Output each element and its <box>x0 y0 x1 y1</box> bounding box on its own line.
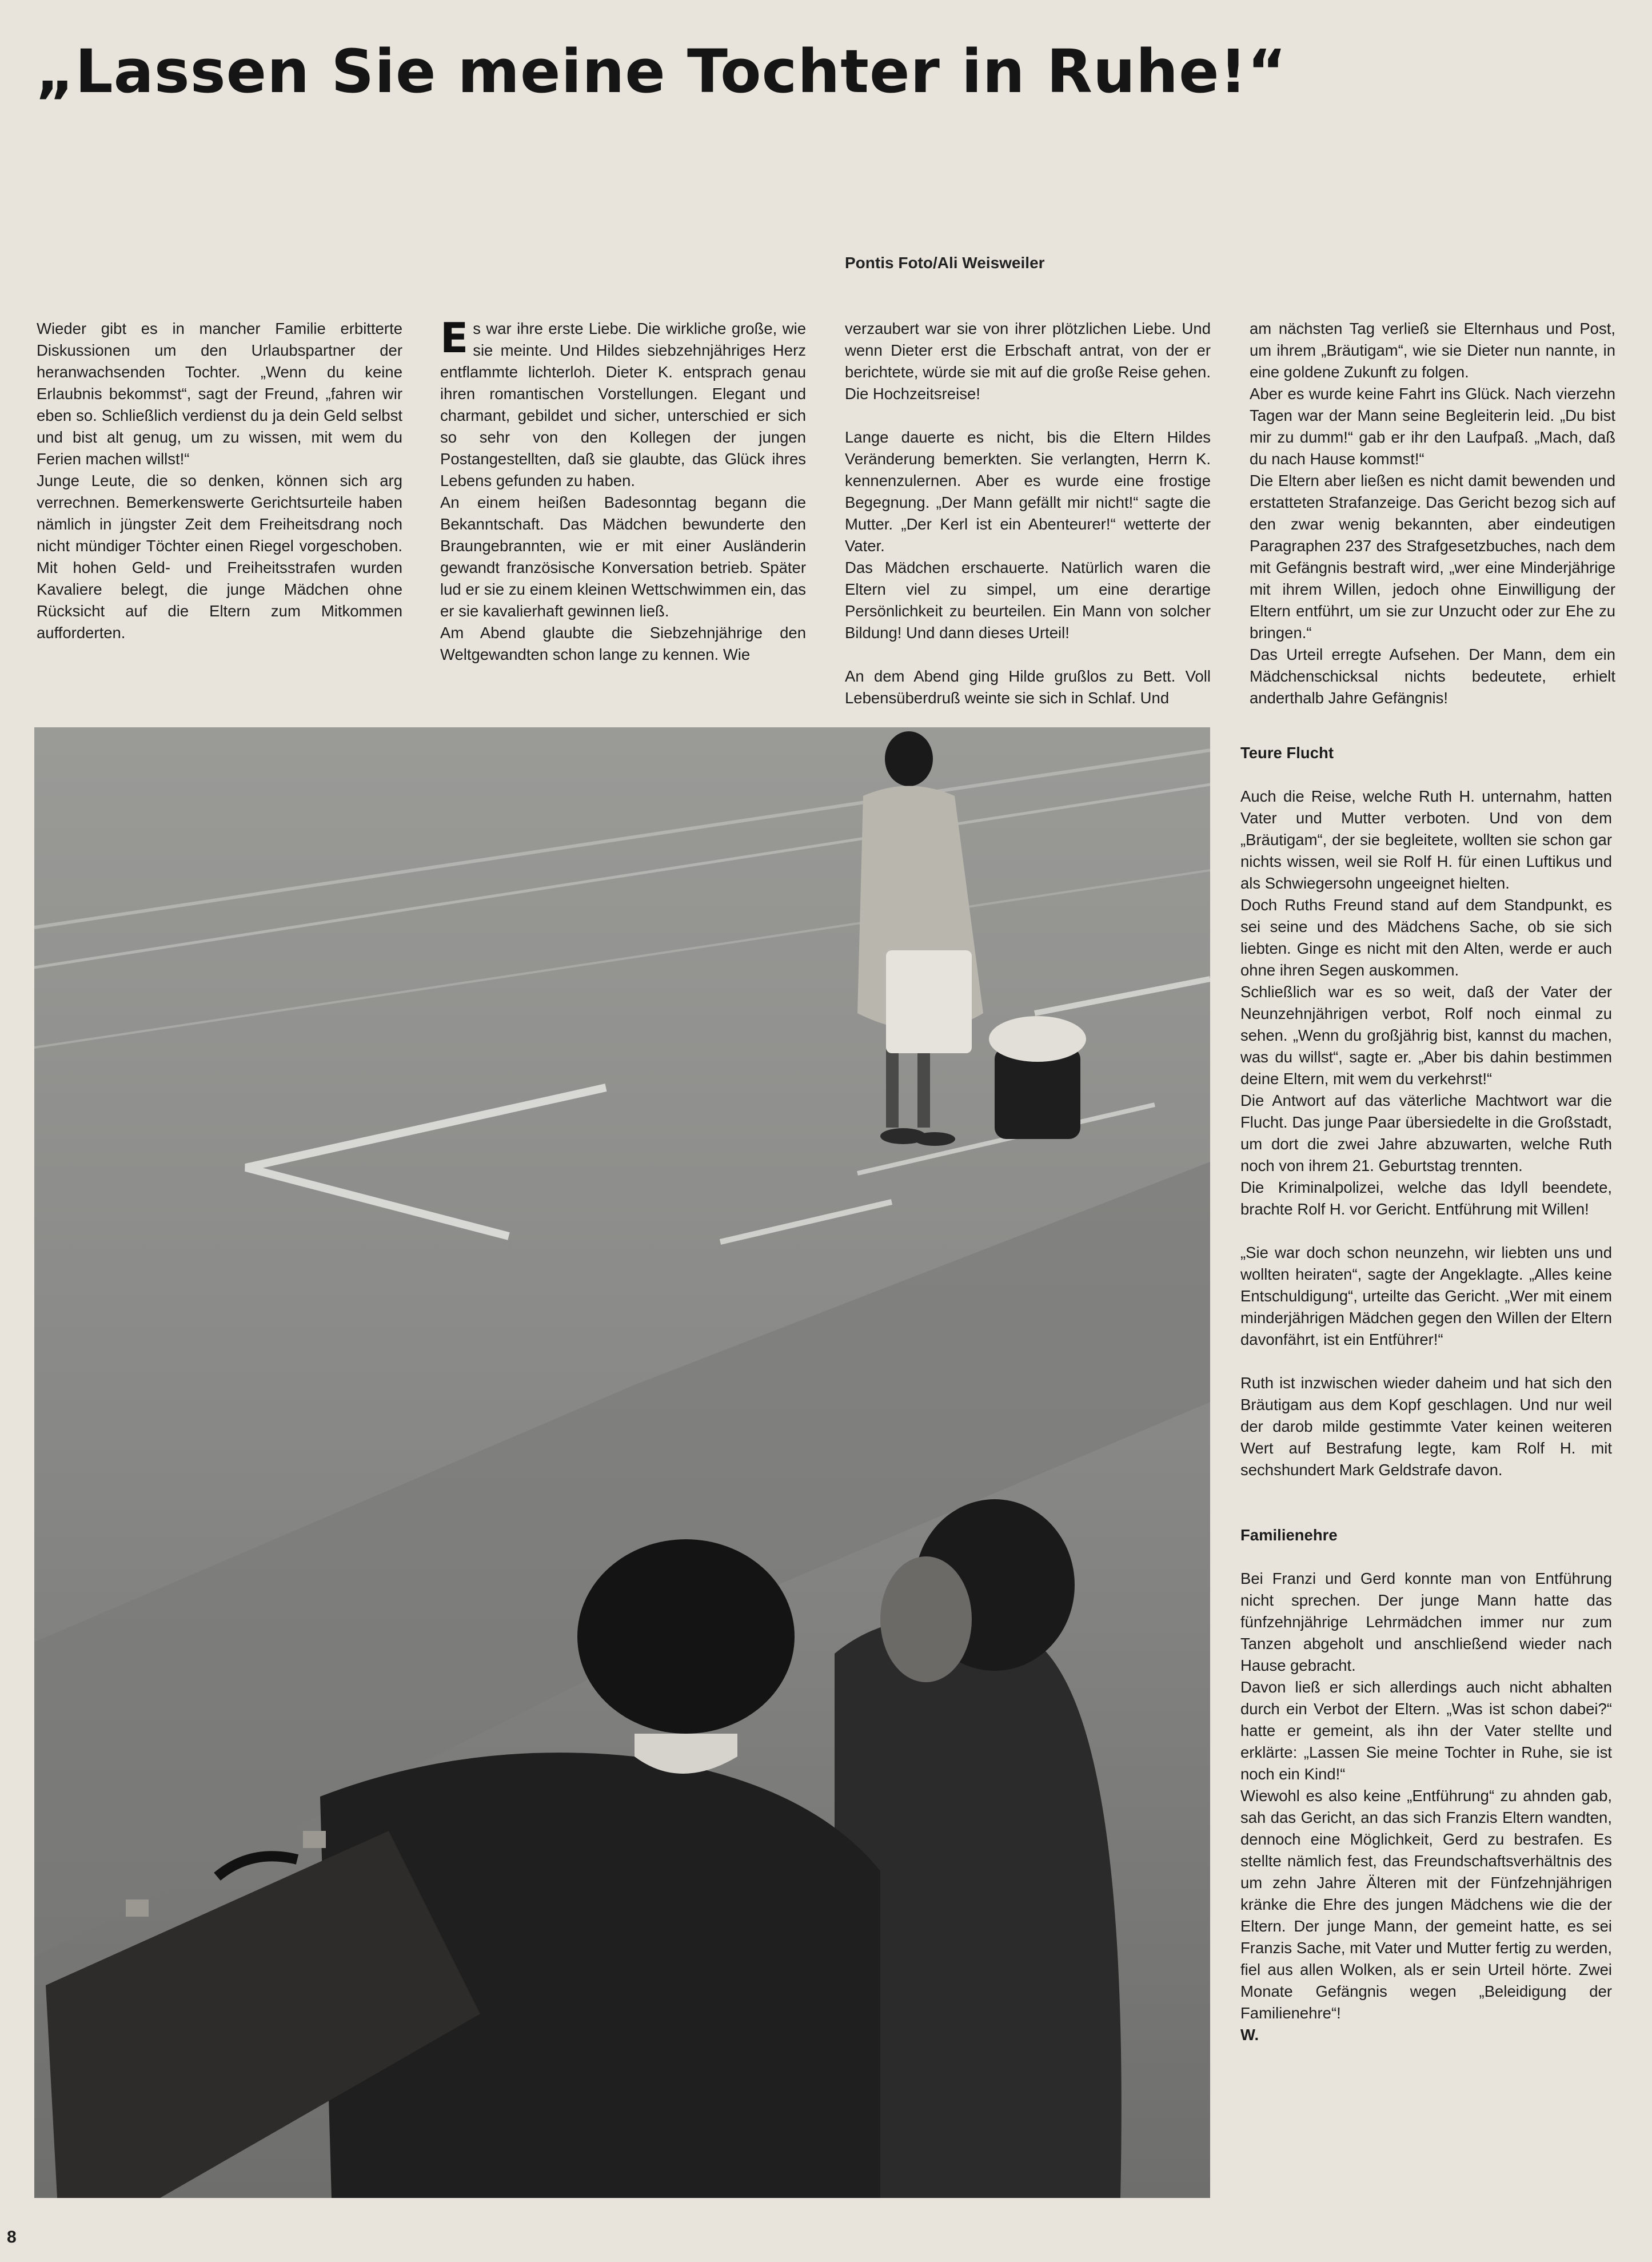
paragraph: Das Urteil erregte Aufsehen. Der Mann, dem ein Mädchenschicksal nichts bedeutete, erhielt anderthalb Jahre Gefängnis! <box>1250 646 1615 707</box>
paragraph: Junge Leute, die so denken, können sich arg verrechnen. Bemerkenswerte Gerichtsurteile haben nämlich in jüngster Zeit dem Freiheitsdrang noch nicht mündiger Töchter einen Riegel vorgeschoben. Mit hohen Geld- und Freiheitsstrafen wurden Kavaliere belegt, die junge Mädchen ohne Rücksicht auf die Eltern zum Mitkommen aufforderten. <box>37 472 402 642</box>
paragraph: Wiewohl es also keine „Entführung“ zu ahnden gab, sah das Gericht, an das sich Franzis Eltern wandten, dennoch eine Möglichkeit, Gerd zu bestrafen. Es stellte nämlich fest, das Freundschaftsverhältnis des um zehn Jahre Älteren mit der Fünfzehnjährigen kränke die Ehre des jungen Mädchens wie die der Eltern. Der junge Mann, der gemeint hatte, es sei Franzis Sache, mit Vater und Mutter fertig zu werden, fiel aus allen Wolken, als er sein Urteil hörte. Zwei Monate Gefängnis wegen „Beleidigung der Familienehre“! <box>1240 1787 1612 2022</box>
paragraph <box>440 314 806 492</box>
paragraph: Die Eltern aber ließen es nicht damit bewenden und erstatteten Strafanzeige. Das Gericht bezog sich auf den zwar wenig bekannten, aber eindeutigen Paragraphen 237 des Strafgesetzbuches, nach dem mit Gefängnis bestraft wird, „wer eine Minderjährige mit ihrem Willen, jedoch ohne Einwilligung der Eltern entführt, um sie zur Unzucht oder zur Ehe zu bringen.“ <box>1250 472 1615 642</box>
article-column-1 <box>37 318 402 644</box>
section-heading-familienehre: Familienehre <box>1240 1526 1338 1544</box>
article-column-4 <box>1250 318 1615 709</box>
paragraph: Bei Franzi und Gerd konnte man von Entführung nicht sprechen. Der junge Mann hatte das fünfzehnjährige Lehrmädchen immer nur zum Tanzen abgeholt und anschließend wieder nach Hause gebracht. <box>1240 1570 1612 1674</box>
paragraph: Lange dauerte es nicht, bis die Eltern Hildes Veränderung bemerkten. Sie verlangten, Herrn K. kennenzulernen. Aber es wurde eine frostige Begegnung. „Der Mann gefällt mir nicht!“ sagte die Mutter. „Der Kerl ist ein Abenteurer!“ wetterte der Vater. <box>845 428 1211 555</box>
section-heading-teure-flucht: Teure Flucht <box>1240 744 1334 762</box>
paragraph: Davon ließ er sich allerdings auch nicht abhalten durch ein Verbot der Eltern. „Was ist schon dabei?“ hatte er gemeint, als ihn der Vater stellte und erklärte: „Lassen Sie meine Tochter in Ruhe, sie ist noch ein Kind!“ <box>1240 1678 1612 1783</box>
photo-scene <box>34 727 1210 2198</box>
photo-credit: Pontis Foto/Ali Weisweiler <box>845 254 1045 272</box>
paragraph: An einem heißen Badesonntag begann die Bekanntschaft. Das Mädchen bewunderte den Braungebrannten, wie er mit einer Ausländerin gewandt französische Konversation betrieb. Später lud er sie zu einem kleinen Wettschwimmen ein, das er sie kavalierhaft gewinnen ließ. <box>440 493 806 620</box>
article-column-5 <box>1240 742 1612 2046</box>
article-column-3 <box>845 318 1211 709</box>
paragraph: verzaubert war sie von ihrer plötzlichen Liebe. Und wenn Dieter erst die Erbschaft antrat, von der er berichtete, würde sie mit auf die große Reise gehen. Die Hochzeitsreise! <box>845 320 1211 403</box>
paragraph: An dem Abend ging Hilde grußlos zu Bett. Voll Lebensüberdruß weinte sie sich in Schlaf. Und <box>845 667 1211 707</box>
paragraph: Die Kriminalpolizei, welche das Idyll beendete, brachte Rolf H. vor Gericht. Entführung mit Willen! <box>1240 1178 1612 1218</box>
paragraph: Aber es wurde keine Fahrt ins Glück. Nach vierzehn Tagen war der Mann seine Begleiterin leid. „Du bist mir zu dumm!“ gab er ihr den Laufpaß. „Mach, daß du nach Hause kommst!“ <box>1250 385 1615 468</box>
paragraph-text: s war ihre erste Liebe. Die wirkliche große, wie sie meinte. Und Hildes siebzehnjähriges Herz entflammte lichterloh. Dieter K. entsprach genau ihren romantischen Vorstellungen. Elegant und charmant, gebildet und sicher, unterschied er sich so sehr von den Kollegen der jungen Postangestellten, daß sie glaubte, das Glück ihres Lebens gefunden zu haben. <box>440 320 806 489</box>
paragraph: Ruth ist inzwischen wieder daheim und hat sich den Bräutigam aus dem Kopf geschlagen. Und nur weil der darob milde gestimmte Vater keinen weiteren Wert auf Bestrafung legte, kam Rolf H. mit sechshundert Mark Geldstrafe davon. <box>1240 1374 1612 1479</box>
paragraph: Auch die Reise, welche Ruth H. unternahm, hatten Vater und Mutter verboten. Und von dem „Bräutigam“, der sie begleitete, wollten sie schon gar nichts wissen, weil sie Rolf H. für einen Luftikus und als Schwiegersohn ungeeignet hielten. <box>1240 787 1612 892</box>
author-signature: W. <box>1240 2026 1259 2044</box>
drop-cap: E <box>440 314 469 362</box>
article-photo <box>34 727 1210 2198</box>
paragraph: am nächsten Tag verließ sie Elternhaus und Post, um ihrem „Bräutigam“, wie sie Dieter nun nannte, in eine goldene Zukunft zu folgen. <box>1250 320 1615 381</box>
paragraph: Doch Ruths Freund stand auf dem Standpunkt, es sei seine und des Mädchens Sache, ob sie sich liebten. Ginge es nicht mit den Alten, werde er auch ohne ihren Segen auskommen. <box>1240 896 1612 979</box>
paragraph: Die Antwort auf das väterliche Machtwort war die Flucht. Das junge Paar übersiedelte in die Großstadt, um dort die zwei Jahre abzuwarten, welche Ruth noch von ihrem 21. Geburtstag trennten. <box>1240 1092 1612 1174</box>
paragraph: Am Abend glaubte die Siebzehnjährige den Weltgewandten schon lange zu kennen. Wie <box>440 624 806 663</box>
article-column-2 <box>440 314 806 666</box>
page-number: 8 <box>7 2228 17 2247</box>
paragraph: Schließlich war es so weit, daß der Vater der Neunzehnjährigen verbot, Rolf noch einmal zu sehen. „Wenn du großjährig bist, kannst du machen, was du willst“, sagte er. „Aber bis dahin bestimmen deine Eltern, mit wem du verkehrst!“ <box>1240 983 1612 1088</box>
paragraph: Das Mädchen erschauerte. Natürlich waren die Eltern viel zu simpel, um eine derartige Persönlichkeit zu beurteilen. Ein Mann von solcher Bildung! Und dann dieses Urteil! <box>845 559 1211 642</box>
quote-paragraph: „Sie war doch schon neunzehn, wir liebten uns und wollten heiraten“, sagte der Angeklagte. „Alles keine Entschuldigung“, urteilte das Gericht. „Wer mit einem minderjährigen Mädchen gegen den Willen der Eltern davonfährt, ist ein Entführer!“ <box>1240 1244 1612 1348</box>
headline: „Lassen Sie meine Tochter in Ruhe!“ <box>35 37 1287 106</box>
paragraph: Wieder gibt es in mancher Familie erbitterte Diskussionen um den Urlaubspartner der heranwachsenden Tochter. „Wenn du keine Erlaubnis bekommst“, sagt der Freund, „fahren wir eben so. Schließlich verdienst du ja dein Geld selbst und bist alt genug, um zu wissen, mit wem du Ferien machen willst!“ <box>37 320 402 468</box>
